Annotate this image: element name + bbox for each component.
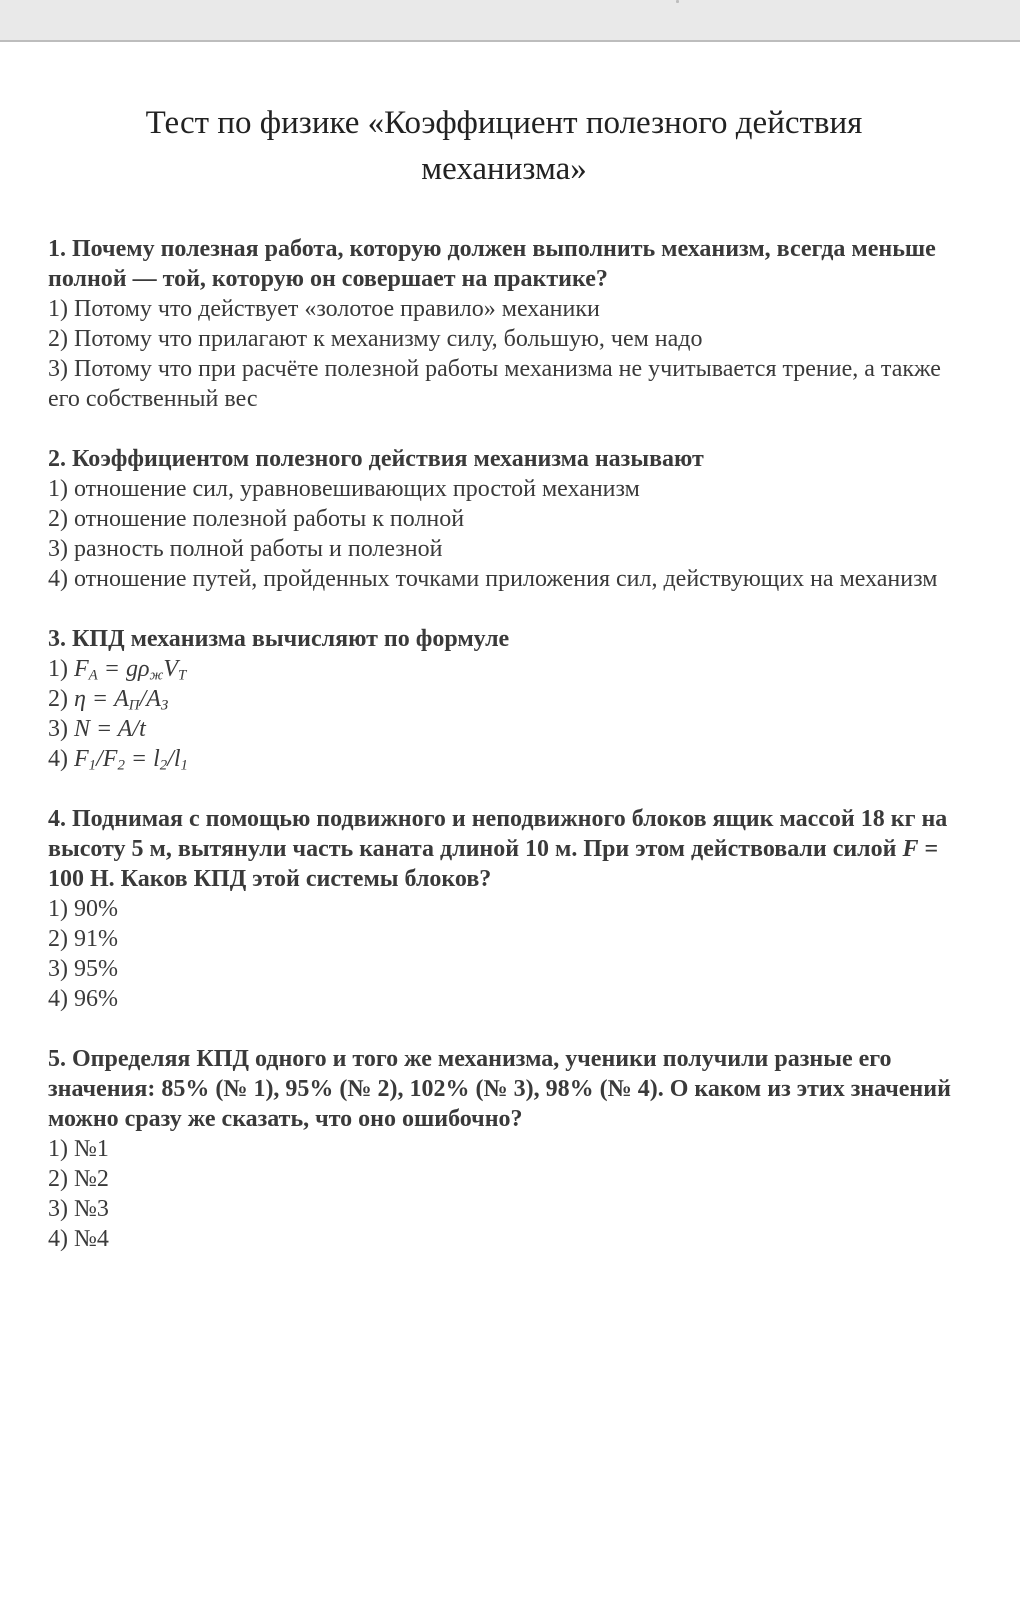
question-3 (48, 624, 960, 774)
answer-option: 3) Потому что при расчёте полезной работы механизма не учитывается трение, а также его собственный вес (48, 356, 941, 412)
answer-option: 1) отношение сил, уравновешивающих простой механизм (48, 476, 640, 502)
answer-option: 1) №1 (48, 1136, 109, 1162)
question-2 (48, 444, 960, 594)
question-text: 5. Определяя КПД одного и того же механизма, ученики получили разные его значения: 85% (№ 1), 95% (№ 2), 102% (№ 3), 98% (№ 4). О каком из этих значений можно сразу же сказать, что оно ошибочно? (48, 1046, 951, 1132)
answer-option: 1) Потому что действует «золотое правило» механики (48, 296, 600, 322)
top-toolbar (0, 0, 1020, 42)
answer-option: 2) отношение полезной работы к полной (48, 506, 465, 532)
toolbar-mark (676, 0, 679, 3)
answer-option: 2) №2 (48, 1166, 109, 1192)
answer-option: 4) №4 (48, 1226, 109, 1252)
answer-option: 1) 90% (48, 896, 118, 922)
formula-option-3: 3) N = A/t (48, 716, 146, 742)
formula-option-4: 4) $F_1/F_2 = l_2/l_1$ (48, 746, 188, 774)
question-text: 4. Поднимая с помощью подвижного и неподвижного блоков ящик массой 18 кг на высоту 5 м, вытянули часть каната длиной 10 м. При этом действовали силой F = 100 Н. Каков КПД этой системы блоков? (48, 806, 948, 892)
question-1 (48, 234, 960, 414)
answer-option: 2) 91% (48, 926, 118, 952)
formula-option-2: 2) $\eta = A_П/A_З$ (48, 686, 169, 714)
question-text: 1. Почему полезная работа, которую должен выполнить механизм, всегда меньше полной — той, которую он совершает на практике? (48, 236, 936, 292)
question-5 (48, 1044, 960, 1254)
answer-option: 3) №3 (48, 1196, 109, 1222)
formula-option-1: 1) $F_A = g\rho_жV_T$ (48, 656, 187, 684)
answer-option: 2) Потому что прилагают к механизму силу, большую, чем надо (48, 326, 703, 352)
answer-option: 3) 95% (48, 956, 118, 982)
answer-option: 4) отношение путей, пройденных точками приложения сил, действующих на механизм (48, 566, 938, 592)
answer-option: 3) разность полной работы и полезной (48, 536, 443, 562)
question-text: 2. Коэффициентом полезного действия механизма называют (48, 446, 704, 472)
question-text: 3. КПД механизма вычисляют по формуле (48, 626, 510, 652)
document-page (48, 100, 960, 1284)
answer-option: 4) 96% (48, 986, 118, 1012)
question-4 (48, 804, 960, 1014)
page-title: Тест по физике «Коэффициент полезного действия механизма» (145, 105, 863, 187)
